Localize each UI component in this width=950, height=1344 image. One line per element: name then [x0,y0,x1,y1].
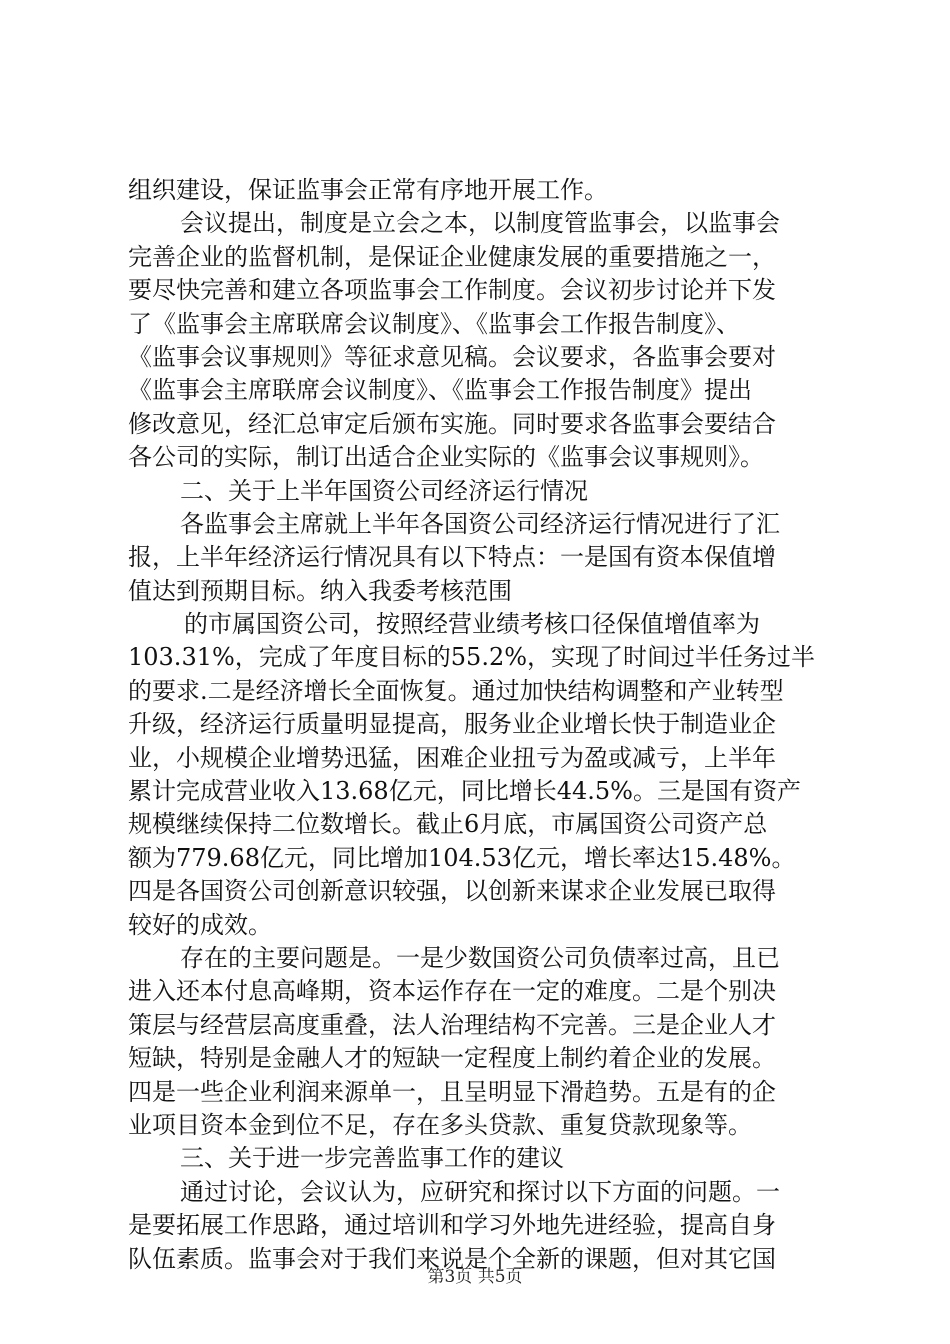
text-line: 较好的成效。 [128,910,272,939]
text-line: 是要拓展工作思路，通过培训和学习外地先进经验，提高自身 [128,1211,776,1240]
text-line: 二、关于上半年国资公司经济运行情况 [180,476,588,505]
text-line: 三、关于进一步完善监事工作的建议 [180,1144,564,1173]
text-line: 的市属国资公司，按照经营业绩考核口径保值增值率为 [184,610,760,639]
text-line: 《监事会主席联席会议制度》、《监事会工作报告制度》提出 [128,376,752,405]
text-line: 各公司的实际，制订出适合企业实际的《监事会议事规则》。 [128,443,764,472]
text-line: 累计完成营业收入13.68亿元，同比增长44.5%。三是国有资产 [128,777,801,806]
text-line: 策层与经营层高度重叠，法人治理结构不完善。三是企业人才 [128,1010,776,1039]
text-line: 业，小规模企业增势迅猛，困难企业扭亏为盈或减亏，上半年 [128,743,776,772]
text-line: 修改意见，经汇总审定后颁布实施。同时要求各监事会要结合 [128,409,776,438]
text-line: 规模继续保持二位数增长。截止6月底，市属国资公司资产总 [128,810,768,839]
text-line: 报，上半年经济运行情况具有以下特点：一是国有资本保值增 [128,543,776,572]
text-line: 各监事会主席就上半年各国资公司经济运行情况进行了汇 [180,509,780,538]
text-line: 四是一些企业利润来源单一，且呈明显下滑趋势。五是有的企 [128,1077,776,1106]
text-line: 短缺，特别是金融人才的短缺一定程度上制约着企业的发展。 [128,1044,776,1073]
text-line: 完善企业的监督机制，是保证企业健康发展的重要措施之一， [128,242,776,271]
text-line: 队伍素质。监事会对于我们来说是个全新的课题，但对其它国 [128,1244,776,1273]
page-footer: 第3页 共5页 [427,1267,523,1287]
text-line: 额为779.68亿元，同比增加104.53亿元，增长率达15.48%。 [128,843,796,872]
text-line: 《监事会议事规则》等征求意见稿。会议要求，各监事会要对 [128,342,776,371]
text-line: 值达到预期目标。纳入我委考核范围 [128,576,512,605]
text-line: 的要求.二是经济增长全面恢复。通过加快结构调整和产业转型 [128,676,784,705]
text-line: 业项目资本金到位不足，存在多头贷款、重复贷款现象等。 [128,1110,752,1139]
text-line: 了《监事会主席联席会议制度》、《监事会工作报告制度》、 [128,309,740,338]
text-line: 组织建设，保证监事会正常有序地开展工作。 [128,176,608,204]
text-line: 存在的主要问题是。一是少数国资公司负债率过高，且已 [180,943,780,972]
text-line: 进入还本付息高峰期，资本运作存在一定的难度。二是个别决 [128,977,776,1006]
text-line: 要尽快完善和建立各项监事会工作制度。会议初步讨论并下发 [128,276,776,305]
text-line: 会议提出，制度是立会之本，以制度管监事会，以监事会 [180,209,780,238]
text-line: 103.31%，完成了年度目标的55.2%，实现了时间过半任务过半 [128,643,816,672]
text-line: 通过讨论，会议认为，应研究和探讨以下方面的问题。一 [180,1177,780,1206]
text-line: 四是各国资公司创新意识较强，以创新来谋求企业发展已取得 [128,877,776,906]
text-line: 升级，经济运行质量明显提高，服务业企业增长快于制造业企 [128,710,776,739]
document-body [128,174,838,1276]
